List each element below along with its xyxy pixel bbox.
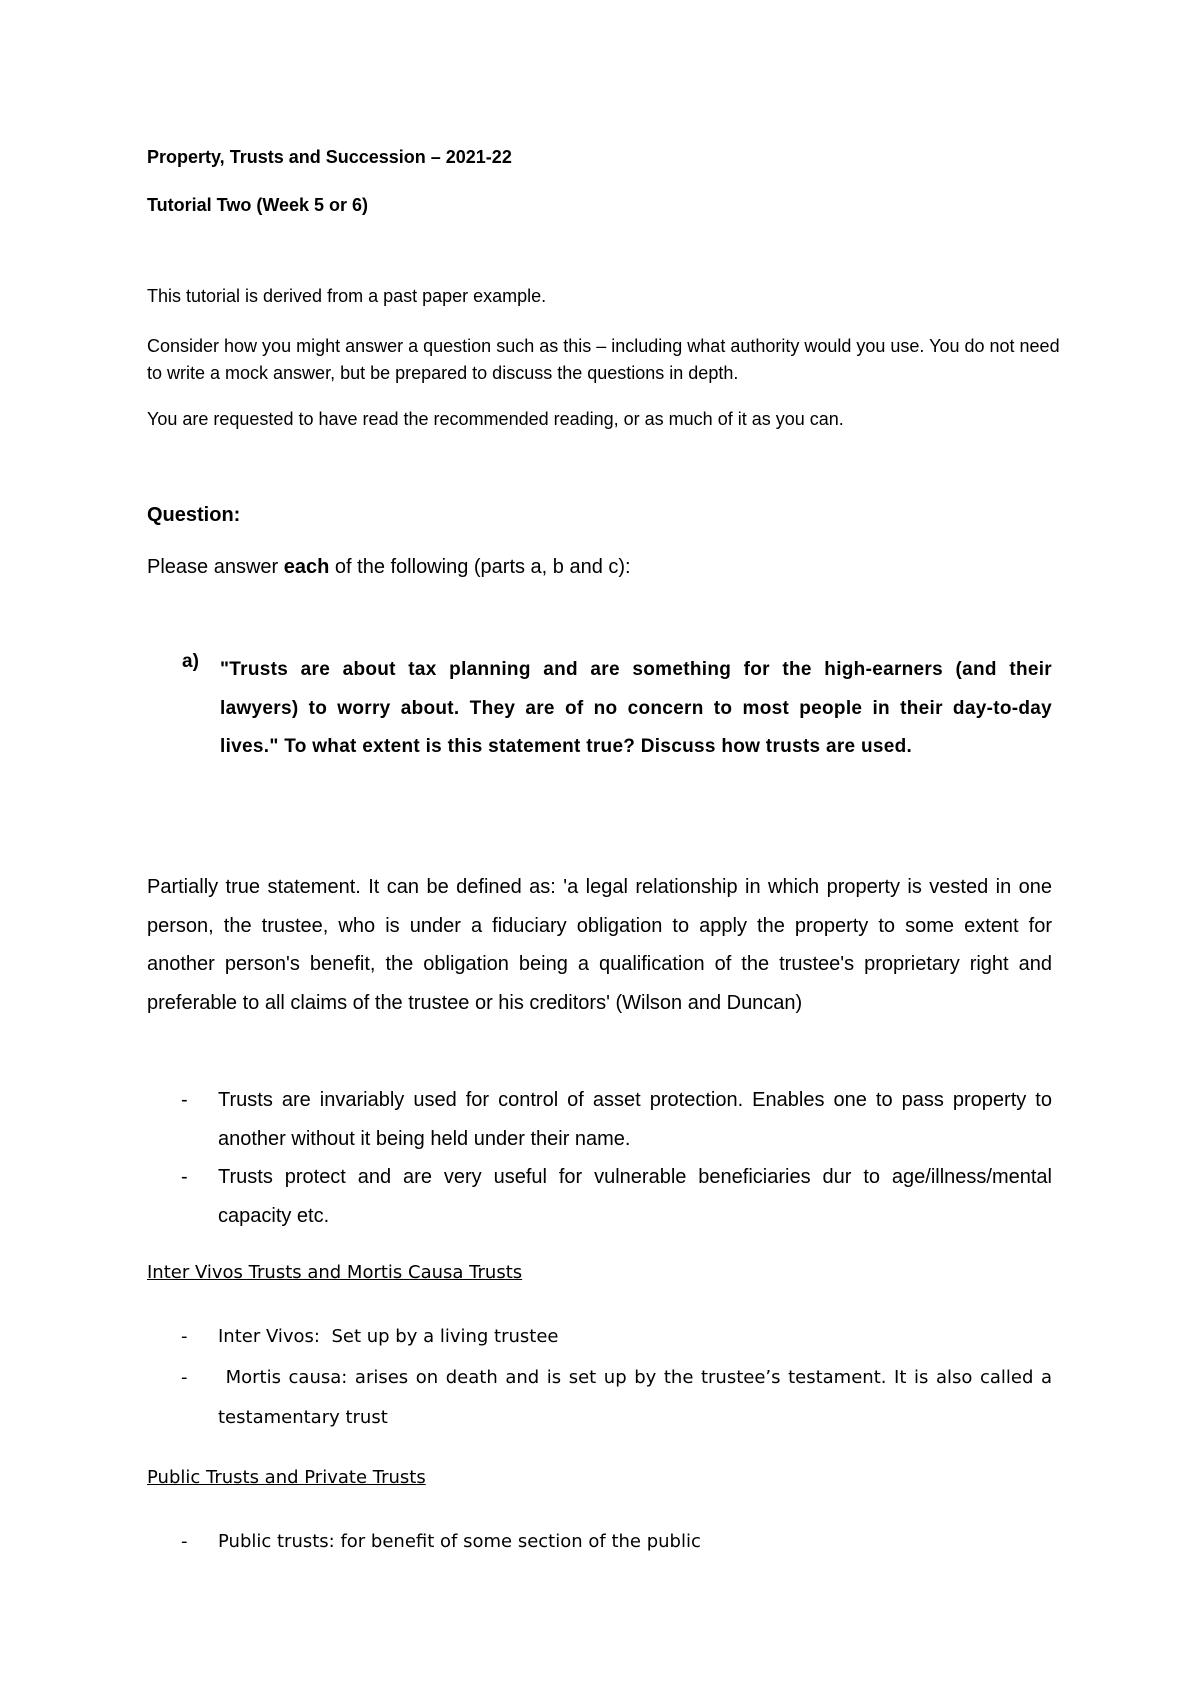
bullet-text: Mortis causa: arises on death and is set up by the trustee’s testament. It is also called a testamentary trust [218, 1367, 1058, 1428]
bullet-text: Trusts protect and are very useful for vulnerable beneficiaries dur to age/illness/mental capacity etc. [218, 1166, 1052, 1227]
answer-paragraph: Partially true statement. It can be defined as: 'a legal relationship in which property is vested in one person, the trustee, who is under a fiduciary obligation to apply the property to some extent for another person's benefit, the obligation being a qualification of the trustee's proprietary right and preferable to all claims of the trustee or his creditors' (Wilson and Duncan) [147, 876, 1052, 1014]
intro-line-1: This tutorial is derived from a past paper example. [147, 286, 547, 306]
bullet-text: Trusts are invariably used for control of asset protection. Enables one to pass property to another without it being held under their name. [218, 1089, 1052, 1150]
bullet-dash: - [181, 1367, 188, 1388]
instruction-emphasis: each [283, 556, 330, 578]
document-title: Property, Trusts and Succession – 2021-22 [147, 147, 512, 167]
document-subtitle: Tutorial Two (Week 5 or 6) [147, 195, 369, 215]
bullet-dash: - [181, 1531, 188, 1552]
intro-line-2: Consider how you might answer a question such as this – including what authority would you use. You do not need to write a mock answer, but be prepared to discuss the questions in depth. [147, 336, 1060, 383]
bullet-dash: - [181, 1166, 188, 1188]
bullet-text: Inter Vivos: Set up by a living trustee [218, 1326, 559, 1347]
part-a-text: "Trusts are about tax planning and are something for the high-earners (and their lawyers) to worry about. They are of no concern to most people in their day-to-day lives." To what extent is this statement true? Discuss how trusts are used. [220, 659, 1052, 757]
bullet-dash: - [181, 1089, 188, 1111]
instruction-prefix: Please answer [147, 556, 284, 578]
section-heading: Public Trusts and Private Trusts [147, 1467, 426, 1488]
bullet-dash: - [181, 1326, 188, 1347]
intro-line-3: You are requested to have read the recommended reading, or as much of it as you can. [147, 409, 844, 429]
bullet-text: Public trusts: for benefit of some section of the public [218, 1531, 701, 1552]
section-heading: Inter Vivos Trusts and Mortis Causa Trusts [147, 1262, 523, 1283]
question-instruction [147, 556, 631, 579]
part-a-letter: a) [182, 651, 199, 672]
instruction-suffix: of the following (parts a, b and c): [329, 556, 631, 578]
question-label: Question: [147, 504, 241, 526]
